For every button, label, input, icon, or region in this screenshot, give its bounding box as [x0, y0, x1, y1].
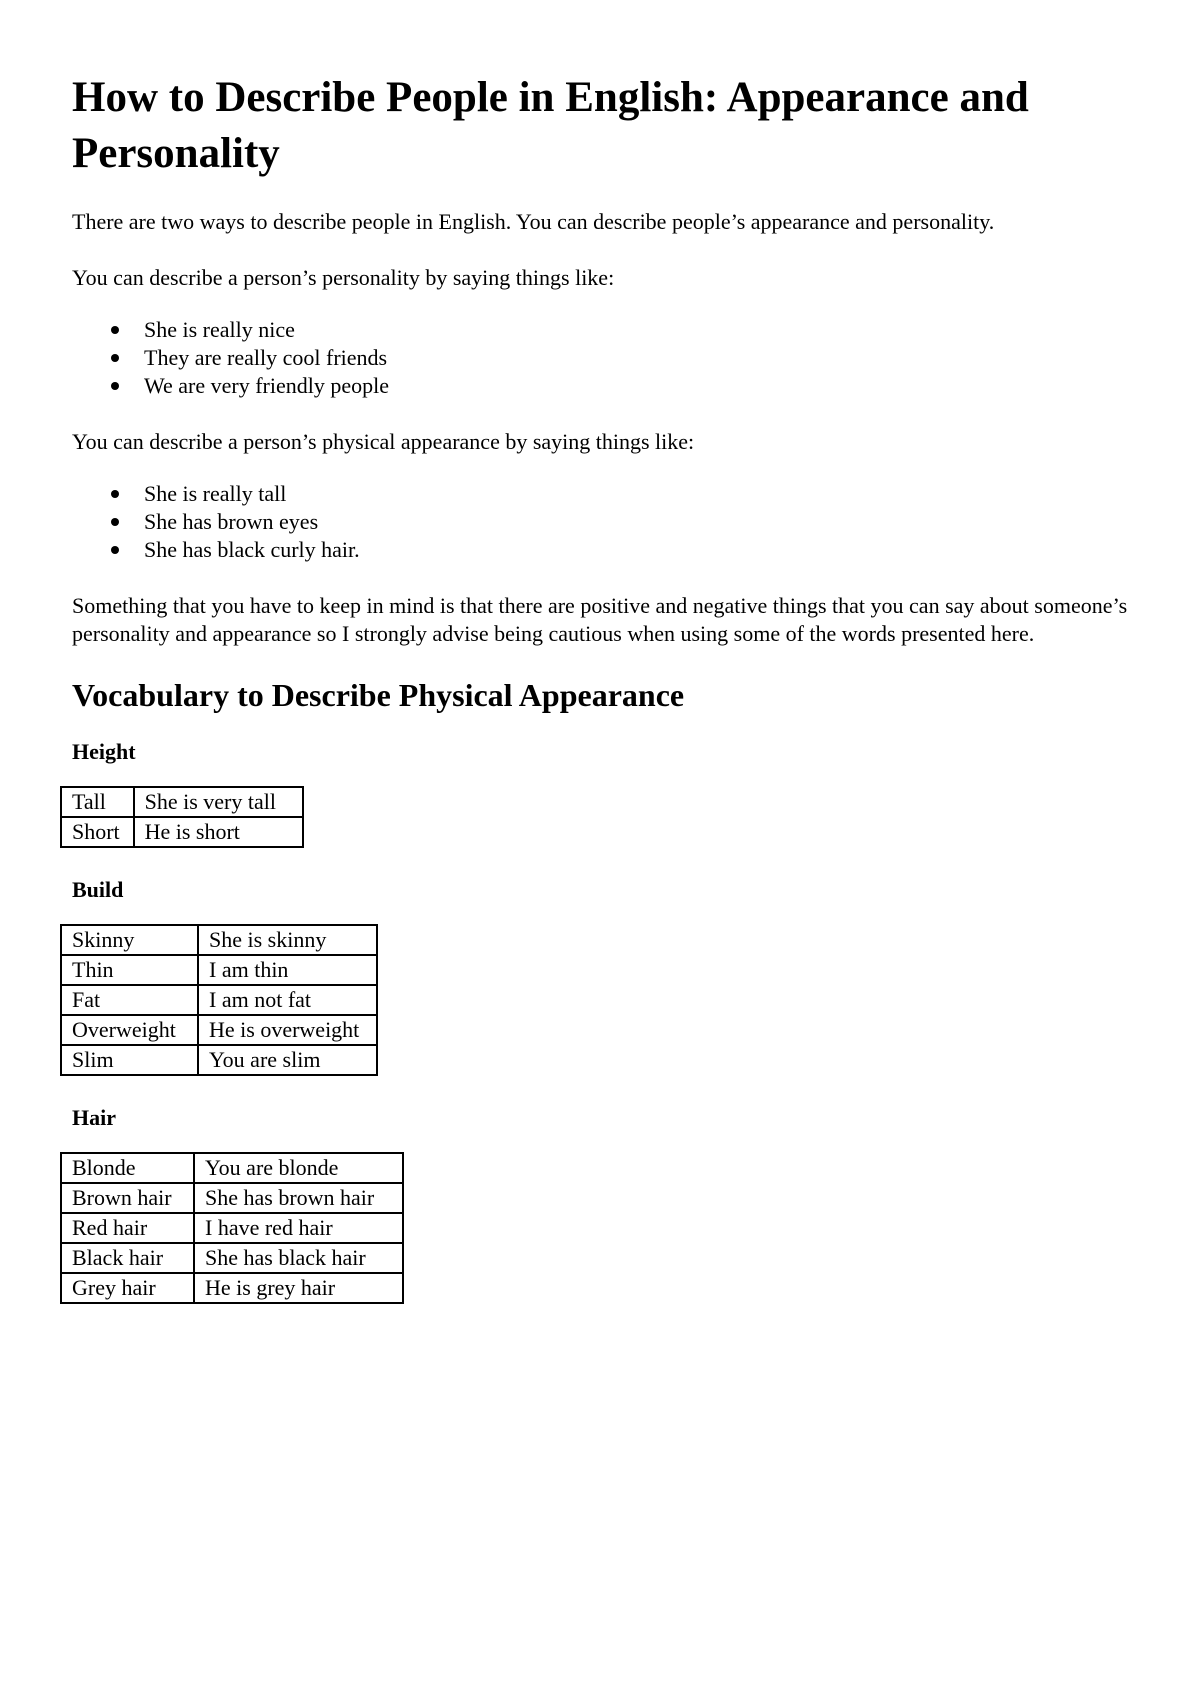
- table-cell: Black hair: [61, 1243, 194, 1273]
- list-item: She is really nice: [144, 316, 1142, 344]
- appearance-lead: You can describe a person’s physical appearance by saying things like:: [72, 429, 695, 454]
- table-cell: I have red hair: [194, 1213, 403, 1243]
- table-cell: You are slim: [198, 1045, 377, 1075]
- appearance-list: [72, 480, 1142, 564]
- table-cell: She has brown hair: [194, 1183, 403, 1213]
- table-row: [61, 1183, 403, 1213]
- table-row: [61, 925, 377, 955]
- list-item: She has brown eyes: [144, 508, 1142, 536]
- table-cell: She is skinny: [198, 925, 377, 955]
- table-cell: He is overweight: [198, 1015, 377, 1045]
- table-row: [61, 1213, 403, 1243]
- hair-heading: Hair: [72, 1105, 116, 1130]
- table-cell: Grey hair: [61, 1273, 194, 1303]
- table-cell: Overweight: [61, 1015, 198, 1045]
- table-cell: I am not fat: [198, 985, 377, 1015]
- list-item: She is really tall: [144, 480, 1142, 508]
- section-heading: Vocabulary to Describe Physical Appearance: [72, 677, 685, 713]
- personality-lead: You can describe a person’s personality by saying things like:: [72, 265, 615, 290]
- list-item: She has black curly hair.: [144, 536, 1142, 564]
- table-cell: He is grey hair: [194, 1273, 403, 1303]
- table-cell: Short: [61, 817, 134, 847]
- height-table: [60, 786, 304, 848]
- table-cell: Blonde: [61, 1153, 194, 1183]
- table-cell: She is very tall: [134, 787, 303, 817]
- table-row: [61, 787, 303, 817]
- document-page: [72, 70, 1142, 1332]
- table-cell: Thin: [61, 955, 198, 985]
- list-item: They are really cool friends: [144, 344, 1142, 372]
- page-title: How to Describe People in English: Appearance and Personality: [72, 74, 1029, 177]
- table-cell: Slim: [61, 1045, 198, 1075]
- height-heading: Height: [72, 739, 136, 764]
- table-row: [61, 1243, 403, 1273]
- table-cell: Brown hair: [61, 1183, 194, 1213]
- table-cell: Skinny: [61, 925, 198, 955]
- table-row: [61, 985, 377, 1015]
- caution-paragraph: Something that you have to keep in mind is that there are positive and negative things that you can say about someone’s personality and appearance so I strongly advise being cautious when using some of the words presented here.: [72, 593, 1128, 646]
- personality-list: [72, 316, 1142, 400]
- table-cell: I am thin: [198, 955, 377, 985]
- table-row: [61, 1015, 377, 1045]
- list-item: We are very friendly people: [144, 372, 1142, 400]
- table-cell: Tall: [61, 787, 134, 817]
- build-heading: Build: [72, 877, 124, 902]
- table-row: [61, 817, 303, 847]
- table-row: [61, 1045, 377, 1075]
- table-cell: Red hair: [61, 1213, 194, 1243]
- build-table: [60, 924, 378, 1076]
- table-cell: Fat: [61, 985, 198, 1015]
- table-row: [61, 955, 377, 985]
- table-row: [61, 1273, 403, 1303]
- hair-table: [60, 1152, 404, 1304]
- table-cell: She has black hair: [194, 1243, 403, 1273]
- table-cell: He is short: [134, 817, 303, 847]
- table-cell: You are blonde: [194, 1153, 403, 1183]
- intro-paragraph: There are two ways to describe people in English. You can describe people’s appearance and personality.: [72, 209, 995, 234]
- table-row: [61, 1153, 403, 1183]
